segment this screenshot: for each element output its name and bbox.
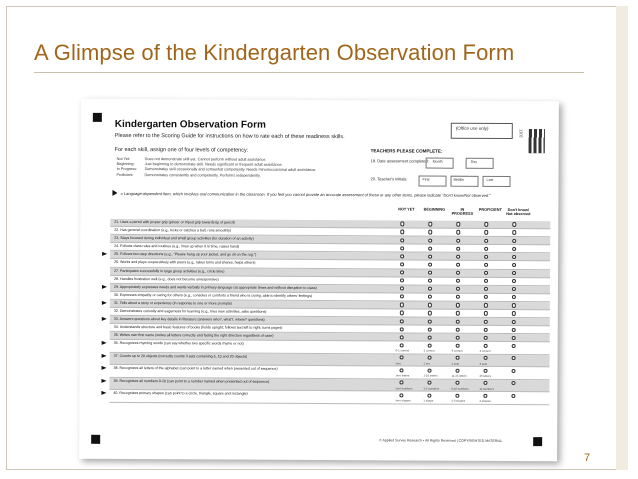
- scale-label: 3 correct: [451, 348, 463, 353]
- rating-bubble[interactable]: [484, 295, 488, 299]
- rating-bubble[interactable]: [512, 320, 516, 324]
- rating-bubble[interactable]: [400, 319, 404, 323]
- rating-bubble[interactable]: [428, 335, 432, 339]
- month-label: Month: [432, 159, 443, 164]
- rating-bubble[interactable]: [512, 222, 516, 226]
- rating-bubble[interactable]: [456, 303, 460, 307]
- registration-mark: [93, 113, 102, 122]
- rating-bubble[interactable]: [484, 344, 488, 348]
- page-number: 7: [584, 452, 591, 464]
- rating-bubble[interactable]: [483, 381, 487, 385]
- scale-label: 11 numbers: [479, 386, 495, 391]
- rating-bubble[interactable]: [428, 238, 432, 242]
- rating-bubble[interactable]: [427, 393, 431, 397]
- title-divider: [34, 72, 584, 73]
- rating-bubble[interactable]: [400, 368, 404, 372]
- registration-mark: [533, 437, 542, 446]
- slide-side-bar: [616, 6, 628, 470]
- rating-bubble[interactable]: [456, 327, 460, 331]
- rating-bubble[interactable]: [427, 381, 431, 385]
- first-label: First: [422, 177, 430, 182]
- scale-label: 4 shapes: [479, 398, 491, 403]
- rating-bubble[interactable]: [512, 295, 516, 299]
- rating-bubble[interactable]: [428, 319, 432, 323]
- rating-bubble[interactable]: [400, 335, 404, 339]
- rating-bubble[interactable]: [512, 247, 516, 251]
- rating-bubble[interactable]: [484, 327, 488, 331]
- competency-level-name: In Progress:: [116, 167, 138, 172]
- office-use-label: (Office use only): [455, 125, 489, 131]
- rating-bubble[interactable]: [400, 343, 404, 347]
- rating-bubble[interactable]: [400, 238, 404, 242]
- day-label: Day: [470, 159, 478, 164]
- form-code: 1102: [518, 129, 524, 138]
- rating-bubble[interactable]: [400, 287, 404, 291]
- rating-bubble[interactable]: [512, 328, 516, 332]
- rating-bubble[interactable]: [484, 263, 488, 267]
- rating-bubble[interactable]: [400, 254, 404, 258]
- rating-bubble[interactable]: [428, 271, 432, 275]
- rating-bubble[interactable]: [484, 271, 488, 275]
- rating-bubble[interactable]: [456, 287, 460, 291]
- competency-level-name: Proficient:: [116, 172, 134, 177]
- item-text: 24. Follows class rules and routines (e.g., lines up when it is time, raises hand): [114, 244, 240, 249]
- rating-bubble[interactable]: [400, 246, 404, 250]
- item-text: 30. Expresses empathy or caring for others (e.g., consoles or comforts a friend who is crying, able to identify others' feelings): [113, 292, 313, 298]
- teachers-heading: TEACHERS PLEASE COMPLETE:: [370, 148, 443, 154]
- rating-bubble[interactable]: [428, 295, 432, 299]
- rating-bubble[interactable]: [428, 327, 432, 331]
- rating-bubble[interactable]: [456, 271, 460, 275]
- rating-bubble[interactable]: [400, 230, 404, 234]
- scale-label: 1 shape: [423, 398, 434, 403]
- rating-bubble[interactable]: [512, 263, 516, 267]
- rating-bubble[interactable]: [456, 356, 460, 360]
- slide-title: A Glimpse of the Kindergarten Observation Form: [34, 40, 515, 65]
- scale-label: 0-1 correct: [395, 348, 410, 353]
- rating-bubble[interactable]: [456, 295, 460, 299]
- rating-bubble[interactable]: [428, 262, 432, 266]
- language-item-icon: [102, 301, 107, 305]
- competency-level-desc: Demonstrates skill occasionally and somewhat competently. Needs minor/occasional adult assistance.: [144, 167, 317, 173]
- scale-label: 1 set: [423, 361, 430, 366]
- rating-bubble[interactable]: [428, 279, 432, 283]
- rating-bubble[interactable]: [484, 311, 488, 315]
- rating-bubble[interactable]: [428, 246, 432, 250]
- rating-bubble[interactable]: [484, 303, 488, 307]
- rating-bubble[interactable]: [512, 287, 516, 291]
- competency-level-desc: Does not demonstrate skill yet. Cannot perform without adult assistance.: [144, 157, 267, 162]
- items-table: [109, 219, 550, 405]
- item-text: 22. Has general coordination (e.g., kicks or catches a ball, runs smoothly): [114, 228, 232, 233]
- item-text: 39. Recognizes all numbers 0-10 (can point to a number named when presented out of sequence): [113, 378, 270, 384]
- scale-label: 11-25 letters: [451, 373, 467, 378]
- item-text: 27. Participates successfully in large group activities (e.g., circle time): [114, 268, 225, 274]
- rating-bubble[interactable]: [456, 230, 460, 234]
- rating-bubble[interactable]: [512, 356, 516, 360]
- rating-bubble[interactable]: [400, 270, 404, 274]
- column-header: BEGINNING: [423, 207, 446, 212]
- rating-bubble[interactable]: [399, 393, 403, 397]
- rating-bubble[interactable]: [456, 263, 460, 267]
- column-header: IN PROGRESS: [451, 207, 474, 216]
- rating-bubble[interactable]: [512, 344, 516, 348]
- scale-label: 4 correct: [479, 348, 491, 353]
- form-subtitle: Please refer to the Scoring Guide for instructions on how to rate each of these readiness skills.: [114, 132, 345, 141]
- item-text: 35. Writes own first name (writes all letters correctly and facing the right direction regardless of case): [113, 333, 274, 339]
- rating-bubble[interactable]: [456, 238, 460, 242]
- scale-label: zero numbers: [395, 385, 413, 390]
- rating-bubble[interactable]: [400, 222, 404, 226]
- rating-bubble[interactable]: [456, 254, 460, 258]
- rating-bubble[interactable]: [399, 381, 403, 385]
- item-text: 28. Handles frustration well (e.g., does not become unresponsive): [113, 276, 219, 282]
- rating-bubble[interactable]: [484, 238, 488, 242]
- rating-bubble[interactable]: [428, 287, 432, 291]
- rating-bubble[interactable]: [484, 279, 488, 283]
- rating-bubble[interactable]: [428, 343, 432, 347]
- item-text: 25. Follows two-step directions (e.g., "Please hang up your jacket, and go sit on the rug."): [114, 252, 257, 258]
- copyright: © Applied Survey Research • All Rights Reserved | COPYRIGHTED MATERIAL: [379, 438, 503, 443]
- rating-bubble[interactable]: [512, 303, 516, 307]
- rating-bubble[interactable]: [428, 222, 432, 226]
- language-item-icon: [102, 285, 107, 289]
- rating-bubble[interactable]: [400, 311, 404, 315]
- language-item-icon: [102, 354, 107, 358]
- column-header: PROFICIENT: [478, 207, 502, 212]
- item-text: 32. Demonstrates curiosity and eagerness for learning (e.g., tries new activities, asks questions): [113, 308, 267, 314]
- language-item-icon: [102, 317, 107, 321]
- competency-level-name: Not Yet:: [116, 156, 130, 162]
- language-item-icon: [102, 341, 107, 345]
- date-label: 19. Date assessment completed:: [370, 158, 429, 164]
- rating-bubble[interactable]: [455, 394, 459, 398]
- form-barcode: [529, 129, 545, 153]
- competency-level: [117, 162, 283, 167]
- rating-bubble[interactable]: [512, 255, 516, 259]
- rating-bubble[interactable]: [456, 279, 460, 283]
- column-header: Don't know/ Not observed: [506, 207, 531, 217]
- competency-level: [117, 157, 267, 162]
- competency-level: [117, 173, 261, 178]
- scale-label: 6-10 numbers: [451, 386, 469, 391]
- rating-bubble[interactable]: [456, 246, 460, 250]
- language-item-icon: [102, 252, 107, 256]
- rating-bubble[interactable]: [484, 319, 488, 323]
- initials-label: 20. Teacher's initials:: [370, 176, 408, 182]
- rating-bubble[interactable]: [428, 368, 432, 372]
- rating-bubble[interactable]: [483, 394, 487, 398]
- rating-bubble[interactable]: [428, 230, 432, 234]
- item-text: 37. Counts up to 20 objects (correctly counts 3 sets containing 5, 10 and 20 objects): [113, 353, 248, 359]
- levels-intro: For each skill, assign one of four levels of competency:: [114, 146, 249, 154]
- observation-form-image: [79, 99, 559, 461]
- middle-label: Middle: [453, 177, 465, 182]
- scale-label: zero shapes: [395, 398, 411, 403]
- rating-bubble[interactable]: [400, 303, 404, 307]
- rating-bubble[interactable]: [512, 230, 516, 234]
- last-label: Last: [486, 177, 494, 182]
- item-text: 33. Answers questions about key details in literature (answers who?, what?, where? questions): [113, 317, 265, 322]
- rating-bubble[interactable]: [456, 222, 460, 226]
- language-item-icon: [112, 190, 117, 196]
- rating-bubble[interactable]: [484, 247, 488, 251]
- rating-bubble[interactable]: [511, 394, 515, 398]
- rating-bubble[interactable]: [484, 255, 488, 259]
- rating-bubble[interactable]: [456, 335, 460, 339]
- language-item-icon: [101, 391, 106, 395]
- scale-label: 2 sets: [451, 361, 460, 366]
- scale-label: 2-3 shapes: [451, 398, 466, 403]
- rating-bubble[interactable]: [400, 278, 404, 282]
- rating-bubble[interactable]: [428, 356, 432, 360]
- rating-bubble[interactable]: [484, 287, 488, 291]
- rating-bubble[interactable]: [484, 230, 488, 234]
- rating-bubble[interactable]: [455, 381, 459, 385]
- rating-bubble[interactable]: [456, 369, 460, 373]
- rating-bubble[interactable]: [428, 254, 432, 258]
- rating-bubble[interactable]: [512, 239, 516, 243]
- rating-bubble[interactable]: [428, 311, 432, 315]
- rating-bubble[interactable]: [400, 327, 404, 331]
- competency-level-desc: Demonstrates consistently and competently. Performs independently.: [144, 172, 261, 178]
- language-note: = Language-dependent item, which involves oral communication in the classroom. If you feel you cannot provide an accurate assessment of these or any other items, please indicate "Don't know/Not observed.": [120, 190, 491, 198]
- rating-bubble[interactable]: [400, 356, 404, 360]
- scale-label: 1-10 letters: [423, 373, 438, 378]
- language-item-icon: [102, 366, 107, 370]
- item-text: 21. Uses a pencil with proper grip (pincer or tripod grip towards tip of pencil): [114, 219, 235, 225]
- scale-label: 1-5 numbers: [423, 386, 440, 391]
- scale-label: 26 letters: [479, 373, 492, 378]
- item-text: 31. Tells about a story or experience (in response to one or more prompts): [113, 300, 232, 306]
- table-row: [109, 390, 549, 405]
- item-text: 23. Stays focused during individual and small group activities (for duration of an activity): [114, 236, 254, 241]
- rating-bubble[interactable]: [512, 271, 516, 275]
- rating-bubble[interactable]: [456, 311, 460, 315]
- competency-level-name: Beginning:: [116, 162, 135, 167]
- item-text: 40. Recognizes primary shapes (can point to a circle, triangle, square and rectangle): [113, 391, 248, 397]
- registration-mark: [91, 435, 100, 444]
- scale-label: zero: [395, 360, 402, 365]
- rating-bubble[interactable]: [484, 356, 488, 360]
- competency-level: [117, 167, 317, 172]
- scale-label: 3 sets: [479, 361, 488, 366]
- rating-bubble[interactable]: [400, 295, 404, 299]
- column-header: NOT YET: [398, 207, 415, 212]
- rating-bubble[interactable]: [484, 369, 488, 373]
- item-text: 38. Recognizes all letters of the alphabet (can point to a letter named when presented out of sequence): [113, 366, 278, 372]
- rating-bubble[interactable]: [456, 319, 460, 323]
- language-item-icon: [101, 379, 106, 383]
- rating-bubble[interactable]: [456, 344, 460, 348]
- item-text: 26. Works and plays cooperatively with peers (e.g., takes turns and shares, helps others): [114, 260, 256, 266]
- item-text: 36. Recognizes rhyming words (can say whether two specific words rhyme or not): [113, 341, 244, 347]
- rating-bubble[interactable]: [512, 279, 516, 283]
- competency-level-desc: Just beginning to demonstrate skill. Needs significant or frequent adult assistance.: [144, 162, 283, 167]
- rating-bubble[interactable]: [512, 311, 516, 315]
- rating-bubble[interactable]: [512, 369, 516, 373]
- item-text: 29. Appropriately expresses needs and wants verbally in primary language (at appropriate times and without disruption to class): [113, 284, 317, 290]
- scale-label: 2 correct: [423, 348, 435, 353]
- rating-bubble[interactable]: [428, 303, 432, 307]
- rating-bubble[interactable]: [400, 262, 404, 266]
- rating-bubble[interactable]: [512, 336, 516, 340]
- form-title: Kindergarten Observation Form: [114, 118, 266, 131]
- rating-bubble[interactable]: [484, 222, 488, 226]
- scale-label: zero letters: [395, 373, 410, 378]
- rating-bubble[interactable]: [511, 381, 515, 385]
- rating-bubble[interactable]: [484, 336, 488, 340]
- item-text: 34. Understands structure and basic features of books (holds upright; follows text left to right; turns pages): [113, 325, 283, 331]
